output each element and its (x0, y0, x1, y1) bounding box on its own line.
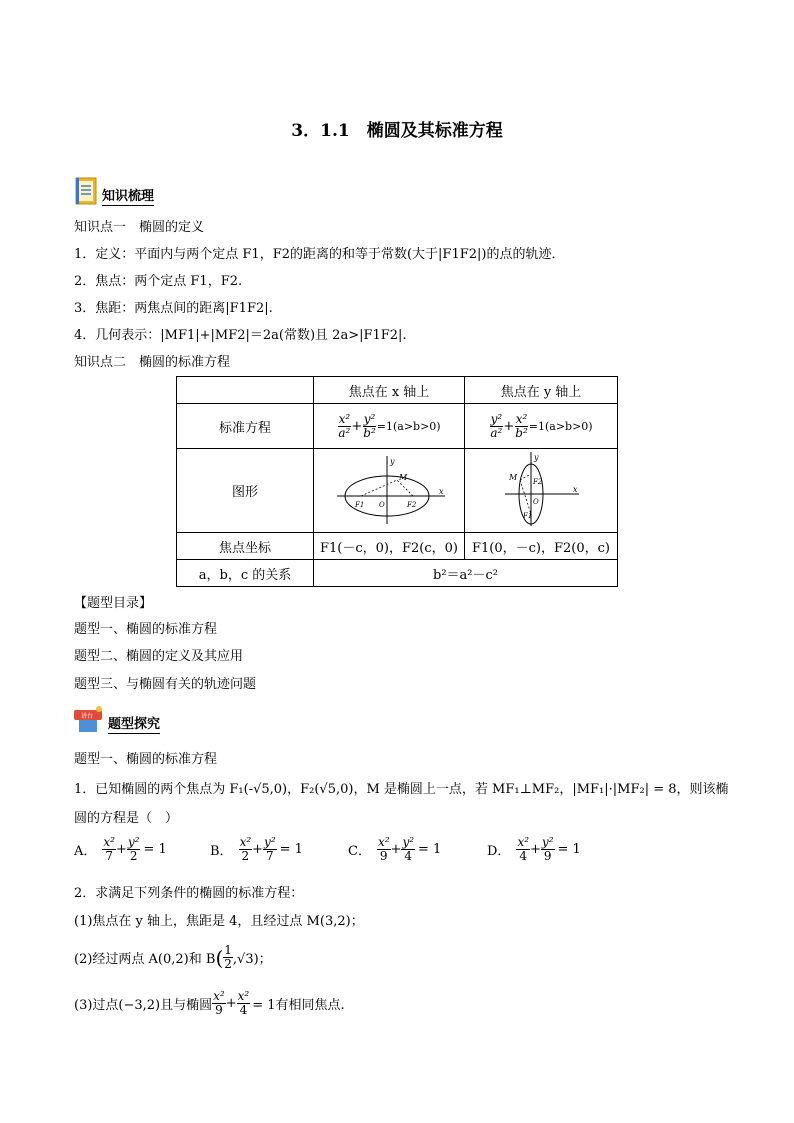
section-heading-knowledge (74, 176, 154, 206)
foci-y: F1(0，－c)，F2(0，c) (465, 533, 618, 560)
option-c[interactable]: C． $\frac{\text{x²}}{9}$ + $\frac{\text{y²}}{4}$ = 1 (348, 835, 442, 863)
svg-text:F2: F2 (533, 477, 543, 486)
type1-title: 题型一、椭圆的标准方程 (74, 752, 218, 767)
catalog-item-1: 题型一、椭圆的标准方程 (74, 622, 218, 637)
question1-line2: 圆的方程是（ ） (74, 811, 179, 826)
question2-part1: (1)焦点在 y 轴上，焦距是 4，且经过点 M(3,2)； (74, 914, 364, 929)
svg-text:y: y (534, 452, 539, 462)
svg-text:F1: F1 (523, 511, 533, 520)
kp1-item-2: 2．焦点：两个定点 F1，F2. (74, 274, 243, 289)
foci-x: F1(－c，0)，F2(c，0) (314, 533, 465, 560)
page-title: 3．1.1 椭圆及其标准方程 (291, 121, 503, 141)
option-d[interactable]: D． $\frac{\text{x²}}{4}$ + $\frac{\text{y²}}{9}$ = 1 (487, 835, 581, 863)
svg-text:M: M (399, 472, 408, 482)
row-label-equation: 标准方程 (177, 404, 314, 449)
equation-x: $\frac{\text{x²}}{\text{a²}}$ + $\frac{\text{y²}}{\text{b²}}$ =1(a>b>0) (314, 404, 465, 449)
svg-text:x: x (573, 484, 578, 494)
catalog-heading: 【题型目录】 (74, 596, 153, 611)
header-focus-y: 焦点在 y 轴上 (465, 377, 618, 404)
podium-icon (72, 704, 106, 734)
option-a[interactable]: A． $\frac{\text{x²}}{7}$ + $\frac{\text{y²}}{2}$ = 1 (74, 835, 167, 863)
kp1-item-4: 4．几何表示：|MF1|+|MF2|＝2a(常数)且 2a>|F1F2|. (74, 328, 407, 343)
section-heading-explore (72, 704, 160, 734)
svg-text:x: x (439, 486, 444, 496)
kp2-title: 知识点二 椭圆的标准方程 (74, 355, 231, 370)
kp1-item-1: 1．定义：平面内与两个定点 F1，F2的距离的和等于常数(大于|F1F2|)的点的轨迹． (74, 247, 565, 262)
header-focus-x: 焦点在 x 轴上 (314, 377, 465, 404)
svg-text:讲台: 讲台 (81, 713, 94, 720)
standard-equation-table (176, 376, 618, 587)
kp1-item-3: 3．焦距：两焦点间的距离|F1F2|. (74, 301, 273, 316)
section-heading-label: 知识梳理 (102, 185, 154, 206)
row-label-foci: 焦点坐标 (177, 533, 314, 560)
svg-text:M: M (509, 472, 518, 482)
question2-part3: (3)过点(−3,2)且与椭圆 $\frac{\text{x²}}{9}$ + $\frac{\text{x²}}{4}$ = 1有相同焦点. (74, 989, 345, 1017)
relation-value: b²＝a²－c² (314, 560, 618, 587)
row-label-relation: a，b，c 的关系 (177, 560, 314, 587)
kp1-title: 知识点一 椭圆的定义 (74, 220, 205, 235)
question1-line1: 1．已知椭圆的两个焦点为 F₁(-√5,0)，F₂(√5,0)，M 是椭圆上一点，若 MF₁⊥MF₂，|MF₁|·|MF₂| = 8，则该椭 (74, 782, 729, 797)
ellipse-y-diagram (501, 450, 581, 528)
catalog-item-2: 题型二、椭圆的定义及其应用 (74, 649, 244, 664)
figure-ellipse-y (465, 449, 618, 533)
svg-text:y: y (390, 456, 395, 466)
svg-text:O: O (379, 500, 385, 509)
book-icon (74, 176, 100, 206)
table-corner (177, 377, 314, 404)
equation-y: $\frac{\text{y²}}{\text{a²}}$ + $\frac{\text{x²}}{\text{b²}}$ =1(a>b>0) (465, 404, 618, 449)
svg-text:F1: F1 (355, 500, 365, 509)
row-label-figure: 图形 (177, 449, 314, 533)
catalog-item-3: 题型三、与椭圆有关的轨迹问题 (74, 677, 257, 692)
section-heading-label: 题型探究 (108, 713, 160, 734)
question2-part2: (2)经过两点 A(0,2)和 B ( $\frac{1}{2}$ ,√3)； (74, 943, 272, 971)
question2-line: 2．求满足下列条件的椭圆的标准方程： (74, 886, 304, 901)
svg-text:F2: F2 (407, 500, 417, 509)
figure-ellipse-x (314, 449, 465, 533)
option-b[interactable]: B． $\frac{\text{x²}}{2}$ + $\frac{\text{y²}}{7}$ = 1 (210, 835, 303, 863)
svg-text:O: O (533, 497, 539, 506)
ellipse-x-diagram (329, 452, 449, 526)
